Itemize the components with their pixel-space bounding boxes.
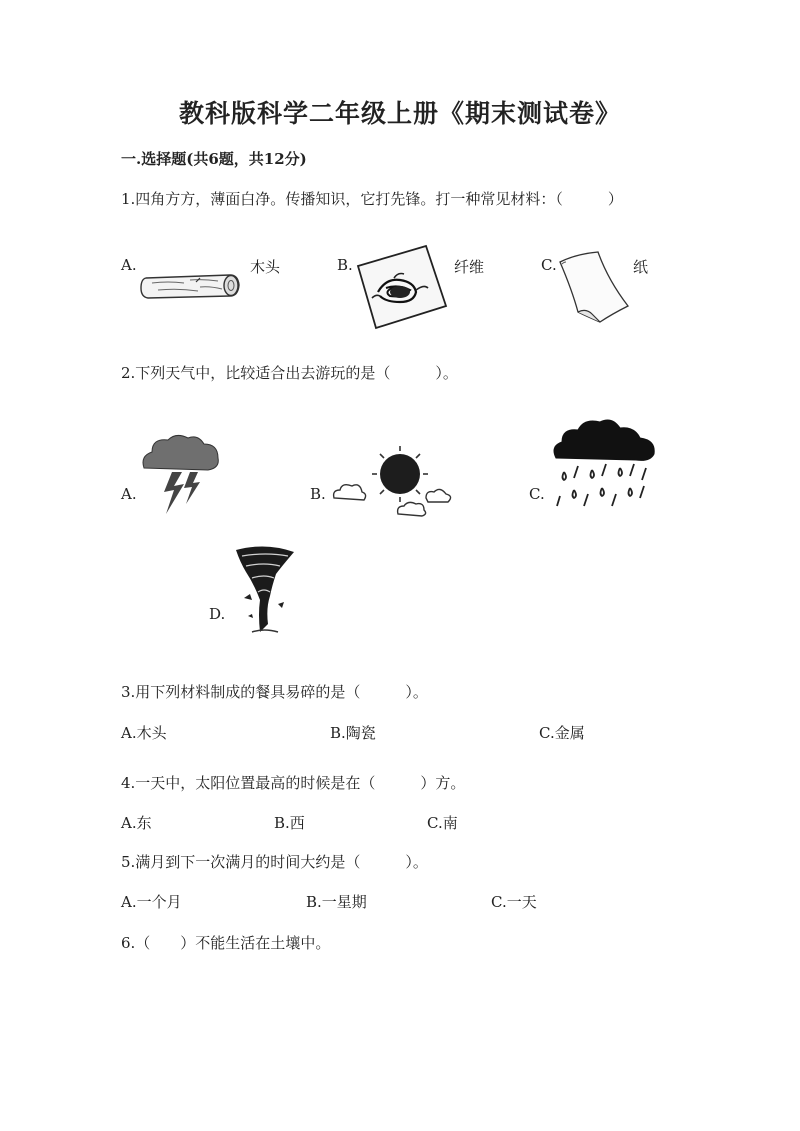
q1-option-b-text: 纤维 xyxy=(454,258,485,276)
question-4-text: 4.一天中，太阳位置最高的时候是在（ ）方。 xyxy=(121,774,466,792)
q5-option-c[interactable]: C.一天 xyxy=(491,893,537,911)
q1-option-c-text: 纸 xyxy=(633,258,649,276)
q2-option-a-label[interactable]: A. xyxy=(121,485,137,503)
thunderstorm-icon xyxy=(138,432,222,520)
question-1-text: 1.四角方方，薄面白净。传播知识，它打先锋。打一种常见材料：（ ） xyxy=(121,190,623,208)
section-heading: 一.选择题(共6题，共12分) xyxy=(121,150,307,168)
page-title: 教科版科学二年级上册《期末测试卷》 xyxy=(178,99,621,128)
q3-option-a[interactable]: A.木头 xyxy=(121,724,167,742)
q2-option-d-label[interactable]: D. xyxy=(209,605,226,623)
sunny-icon xyxy=(330,442,454,520)
question-3-text: 3.用下列材料制成的餐具易碎的是（ ）。 xyxy=(121,683,428,701)
q1-option-b-label[interactable]: B. xyxy=(337,256,353,274)
q1-option-a-text: 木头 xyxy=(250,258,281,276)
q4-option-a[interactable]: A.东 xyxy=(121,814,152,832)
q1-option-c-label[interactable]: C. xyxy=(541,256,557,274)
question-6-text: 6.（ ）不能生活在土壤中。 xyxy=(121,934,331,952)
question-5-text: 5.满月到下一次满月的时间大约是（ ）。 xyxy=(121,853,428,871)
q1-option-a-label[interactable]: A. xyxy=(121,256,137,274)
q2-option-c-label[interactable]: C. xyxy=(529,485,545,503)
q4-option-c[interactable]: C.南 xyxy=(427,814,458,832)
q5-option-a[interactable]: A.一个月 xyxy=(121,893,182,911)
paper-sheet-icon xyxy=(556,250,632,324)
question-2-text: 2.下列天气中，比较适合出去游玩的是（ ）。 xyxy=(121,364,458,382)
q2-option-b-label[interactable]: B. xyxy=(310,485,326,503)
wood-log-icon xyxy=(138,272,244,300)
tornado-icon xyxy=(232,544,298,636)
q5-option-b[interactable]: B.一星期 xyxy=(306,893,367,911)
q4-option-b[interactable]: B.西 xyxy=(274,814,305,832)
fiber-tangle-icon xyxy=(356,244,448,330)
heavy-rain-icon xyxy=(550,418,658,522)
q3-option-b[interactable]: B.陶瓷 xyxy=(330,724,376,742)
q3-option-c[interactable]: C.金属 xyxy=(539,724,585,742)
